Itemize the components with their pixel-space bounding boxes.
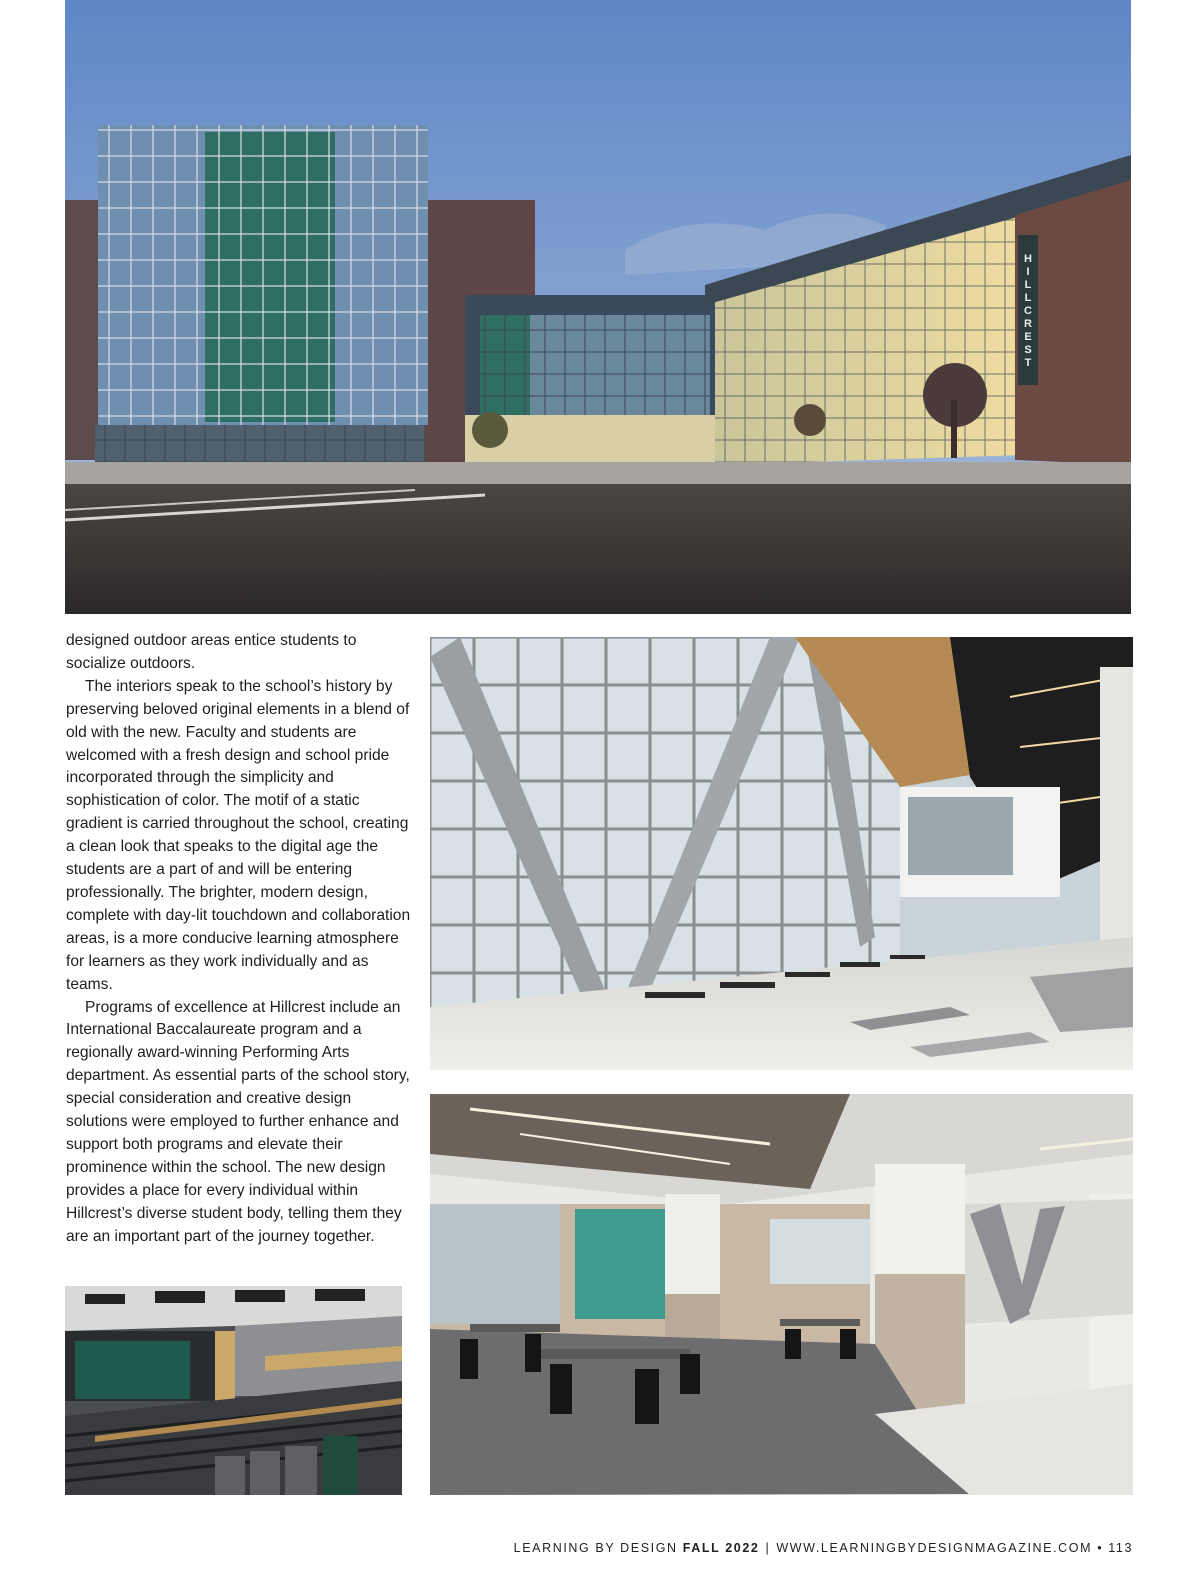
body-paragraph: The interiors speak to the school’s history by preserving beloved original elements in a blend of old with the new. Faculty and students are welcomed with a fresh design and school pride incorporated through the simplicity and sophistication of color. The motif of a static gradient is carried throughout the school, creating a clean look that speaks to the digital age the students are a part of and will be entering professionally. The brighter, modern design, complete with day-lit touchdown and collaboration areas, is a more conducive learning atmosphere for learners as they work individually and as teams. [66, 677, 411, 993]
issue-label: FALL 2022 [682, 1541, 760, 1555]
footer-bullet: • [1097, 1541, 1104, 1555]
footer-separator: | [765, 1541, 771, 1555]
page-footer [514, 1541, 1133, 1555]
hillcrest-sign-text: HILLCREST [1022, 252, 1034, 370]
body-paragraph: Programs of excellence at Hillcrest include an International Baccalaureate program and a regionally award-winning Performing Arts department. As essential parts of the school story, special consideration and creative design solutions were employed to further enhance and support both programs and elevate their prominence within the school. The new design provides a place for every individual within Hillcrest’s diverse student body, telling them they are an important part of the journey together. [66, 998, 410, 1245]
hero-exterior-photo [65, 0, 1131, 614]
commons-interior-photo [430, 1094, 1133, 1495]
magazine-name: LEARNING BY DESIGN [513, 1541, 678, 1555]
auditorium-photo [65, 1286, 402, 1495]
page-number: 113 [1108, 1541, 1133, 1555]
hillcrest-sign [1018, 236, 1038, 386]
website-link[interactable]: WWW.LEARNINGBYDESIGNMAGAZINE.COM [776, 1541, 1093, 1555]
article-body [66, 630, 411, 1248]
body-paragraph: designed outdoor areas entice students to socialize outdoors. [66, 632, 357, 672]
atrium-interior-photo [430, 637, 1133, 1070]
